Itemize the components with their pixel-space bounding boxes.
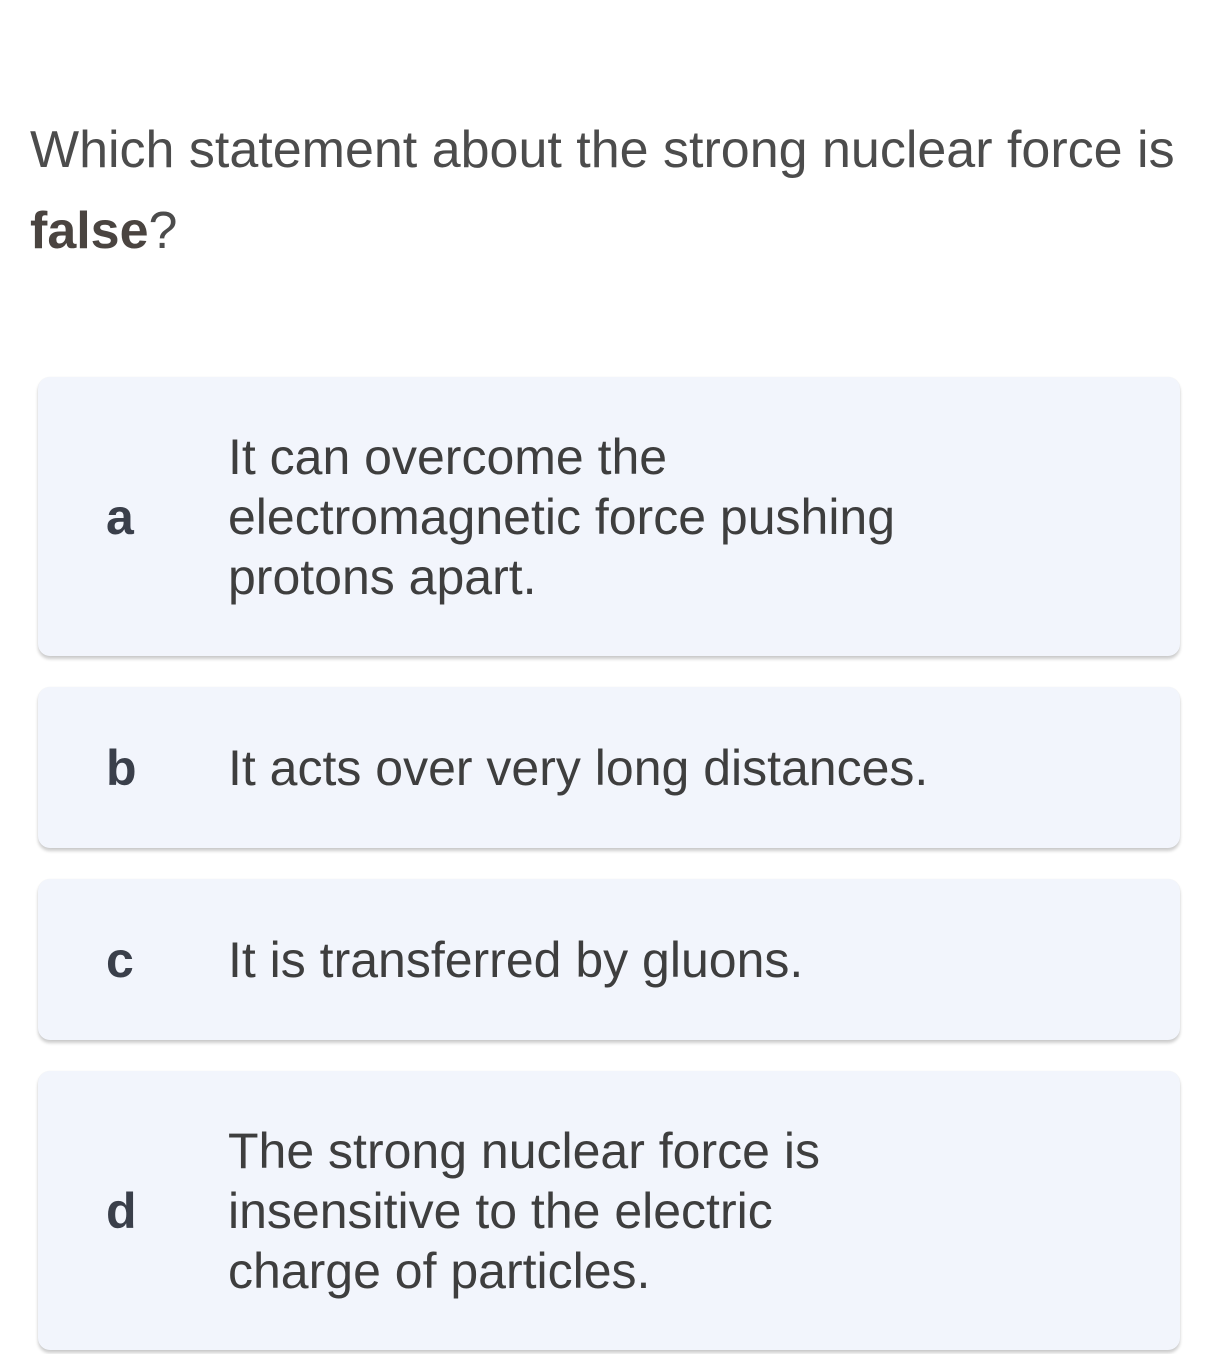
- question-emphasis: false: [30, 202, 149, 260]
- option-text: It can overcome the electromagnetic force pushing protons apart.: [228, 428, 896, 605]
- option-letter: a: [106, 488, 134, 545]
- option-text: It is transferred by gluons.: [228, 931, 804, 988]
- question-text: [30, 110, 1180, 272]
- answer-option-b[interactable]: [38, 687, 1180, 848]
- answer-option-d[interactable]: [38, 1071, 1180, 1350]
- option-letter: c: [106, 931, 134, 988]
- question-prefix: Which statement about the strong nuclear force is: [30, 121, 1175, 179]
- option-text: It acts over very long distances.: [228, 739, 929, 796]
- option-text: The strong nuclear force is insensitive to the electric charge of particles.: [228, 1122, 820, 1299]
- option-letter: d: [106, 1182, 137, 1239]
- answer-option-c[interactable]: [38, 879, 1180, 1040]
- option-letter: b: [106, 739, 137, 796]
- answer-option-a[interactable]: [38, 377, 1180, 656]
- question-suffix: ?: [148, 202, 178, 260]
